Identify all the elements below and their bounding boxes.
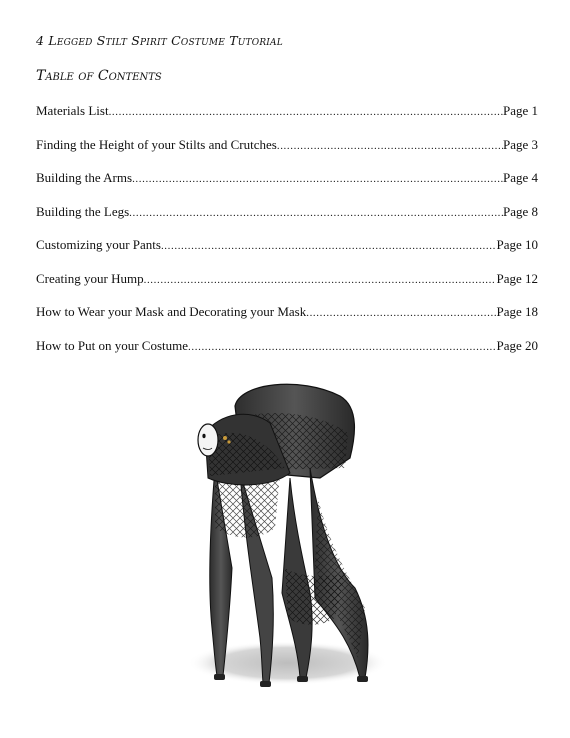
costume-illustration <box>170 378 410 698</box>
toc-leader-dots <box>109 106 503 118</box>
toc-item-label: Building the Legs <box>36 203 130 219</box>
toc-item-page: Page 12 <box>496 270 538 286</box>
toc-item-page: Page 3 <box>502 136 538 152</box>
toc-title: Table of Contents <box>36 68 162 84</box>
toc-item[interactable] <box>36 204 538 238</box>
document-header: 4 Legged Stilt Spirit Costume Tutorial <box>36 33 283 48</box>
toc-item[interactable] <box>36 304 538 338</box>
toc-item-page: Page 8 <box>502 203 538 219</box>
stilt-foot <box>297 676 308 682</box>
toc-list <box>36 103 538 371</box>
toc-item-page: Page 1 <box>502 103 538 118</box>
toc-item-label: How to Wear your Mask and Decorating your Mask <box>36 304 307 319</box>
toc-item[interactable] <box>36 271 538 305</box>
stilt-foot <box>260 681 271 687</box>
toc-item[interactable] <box>36 170 538 204</box>
toc-leader-dots <box>132 173 503 185</box>
toc-leader-dots <box>306 307 496 319</box>
toc-item[interactable] <box>36 103 538 137</box>
toc-item-label: Creating your Hump <box>36 270 144 286</box>
toc-leader-dots <box>188 341 496 353</box>
toc-leader-dots <box>277 140 503 152</box>
toc-item-label: Materials List <box>36 103 109 118</box>
toc-item-page: Page 18 <box>496 304 538 319</box>
stilt-foot <box>214 674 225 680</box>
toc-item[interactable] <box>36 137 538 171</box>
toc-item-label: Finding the Height of your Stilts and Crutches <box>36 136 277 152</box>
toc-item-page: Page 4 <box>502 170 538 185</box>
toc-item-label: How to Put on your Costume <box>36 337 189 353</box>
toc-item-label: Building the Arms <box>36 170 133 185</box>
toc-leader-dots <box>144 274 497 286</box>
toc-leader-dots <box>129 207 503 219</box>
toc-leader-dots <box>161 240 497 252</box>
toc-item[interactable] <box>36 338 538 372</box>
costume-mask <box>198 424 218 456</box>
toc-item[interactable] <box>36 237 538 271</box>
toc-item-page: Page 20 <box>496 337 538 353</box>
stilt-foot <box>357 676 368 682</box>
toc-item-label: Customizing your Pants <box>36 237 161 252</box>
toc-item-page: Page 10 <box>496 237 538 252</box>
